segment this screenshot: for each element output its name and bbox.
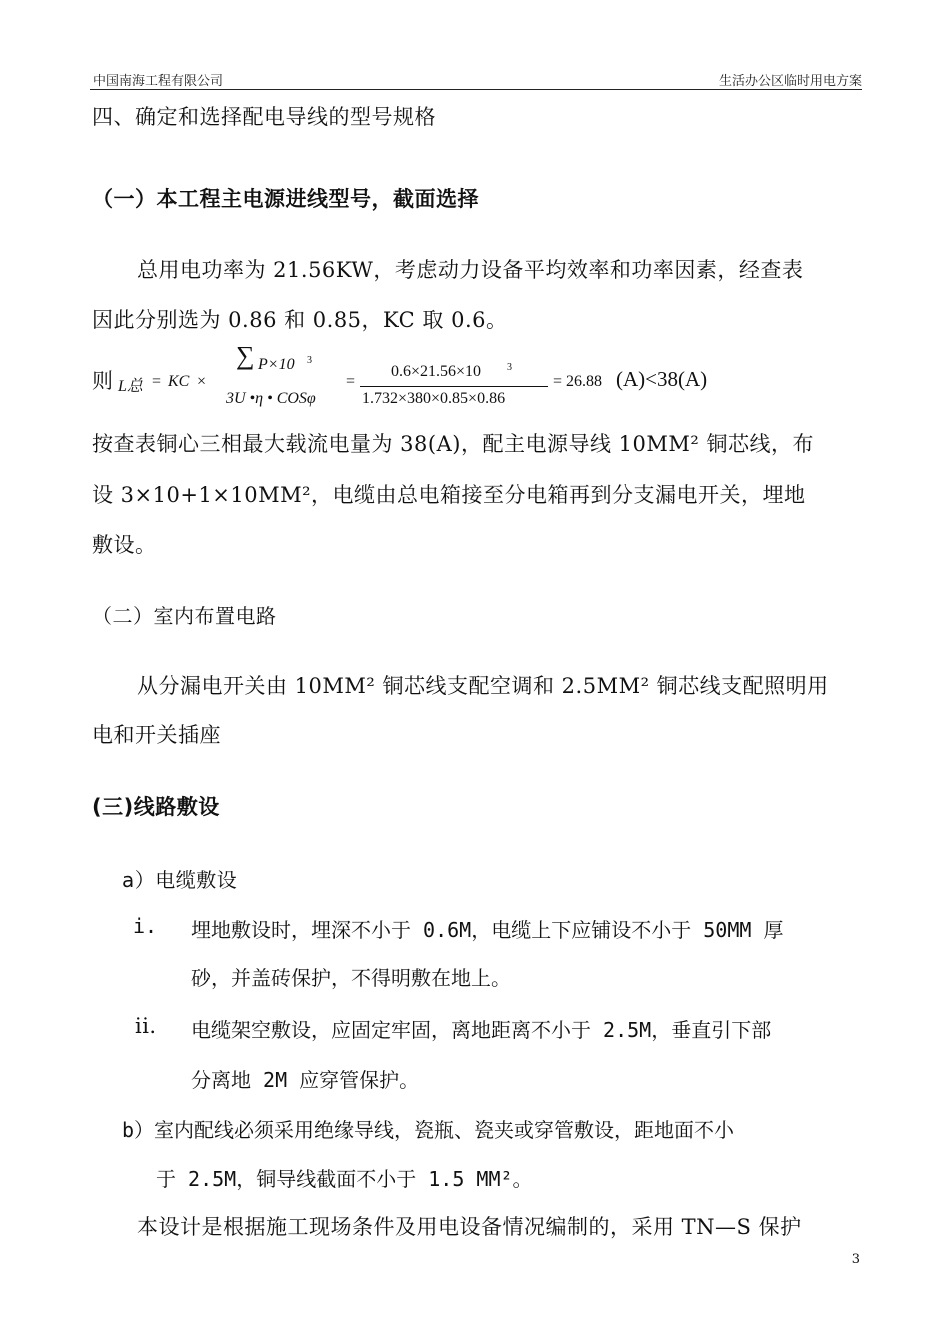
subsection-3-title: (三)线路敷设 [92,795,220,819]
header-rule [90,89,862,90]
para2-line3: 敷设。 [92,533,157,557]
formula-sum-exp: 3 [307,355,312,366]
para2-line2: 设 3×10+1×10MM²，电缆由总电箱接至分电箱再到分支漏电开关，埋地 [92,483,806,507]
sum-symbol: ∑ [236,341,255,370]
item-a-label: a）电缆敷设 [122,868,238,892]
item-ii-line1: 电缆架空敷设，应固定牢固，离地距离不小于 2.5M，垂直引下部 [191,1018,772,1042]
item-b-line1: b）室内配线必须采用绝缘导线，瓷瓶、瓷夹或穿管敷设，距地面不小 [122,1118,735,1142]
para1-line2: 因此分别选为 0.86 和 0.85，KC 取 0.6。 [92,308,508,332]
formula-lhs: L总 [118,378,143,395]
formula-times: × [197,373,207,390]
formula-num2: 0.6×21.56×10 [391,363,482,380]
header-doc-title: 生活办公区临时用电方案 [718,74,862,89]
formula-compare: (A)<38(A) [616,367,708,391]
formula-sum-num: P×10 [258,356,295,373]
sub2-para-line2: 电和开关插座 [92,723,221,747]
item-i-number: i. [133,914,158,938]
closing-line: 本设计是根据施工现场条件及用电设备情况编制的，采用 TN—S 保护 [137,1215,802,1239]
subsection-2-title: （二）室内布置电路 [92,604,277,628]
formula-eq1: = [152,373,162,390]
formula-prefix: 则 [92,369,113,393]
item-i-line1: 埋地敷设时，埋深不小于 0.6M，电缆上下应铺设不小于 50MM 厚 [191,918,784,942]
header-company: 中国南海工程有限公司 [93,74,224,89]
item-ii-line2: 分离地 2M 应穿管保护。 [191,1068,420,1092]
formula-eq2: = [346,373,356,390]
formula-num2-exp: 3 [507,362,512,373]
item-i-line2: 砂，并盖砖保护，不得明敷在地上。 [191,966,511,990]
formula-result: = 26.88 [553,373,603,390]
para1-line1: 总用电功率为 21.56KW，考虑动力设备平均效率和功率因素，经查表 [137,258,804,282]
formula-sum-den: 3U •η • COSφ [226,390,316,407]
formula-den2: 1.732×380×0.85×0.86 [362,390,506,407]
para2-line1: 按查表铜心三相最大载流电量为 38(A)，配主电源导线 10MM² 铜芯线，布 [92,432,814,456]
item-b-line2: 于 2.5M，铜导线截面不小于 1.5 MM²。 [156,1167,533,1191]
item-ii-number: ii. [135,1014,157,1038]
subsection-1-title: （一）本工程主电源进线型号，截面选择 [92,187,479,211]
sub2-para-line1: 从分漏电开关由 10MM² 铜芯线支配空调和 2.5MM² 铜芯线支配照明用 [137,674,829,698]
formula-kc: KC [168,373,190,390]
section-title: 四、确定和选择配电导线的型号规格 [92,105,436,129]
fraction-bar [360,386,548,387]
page-number: 3 [851,1252,860,1267]
